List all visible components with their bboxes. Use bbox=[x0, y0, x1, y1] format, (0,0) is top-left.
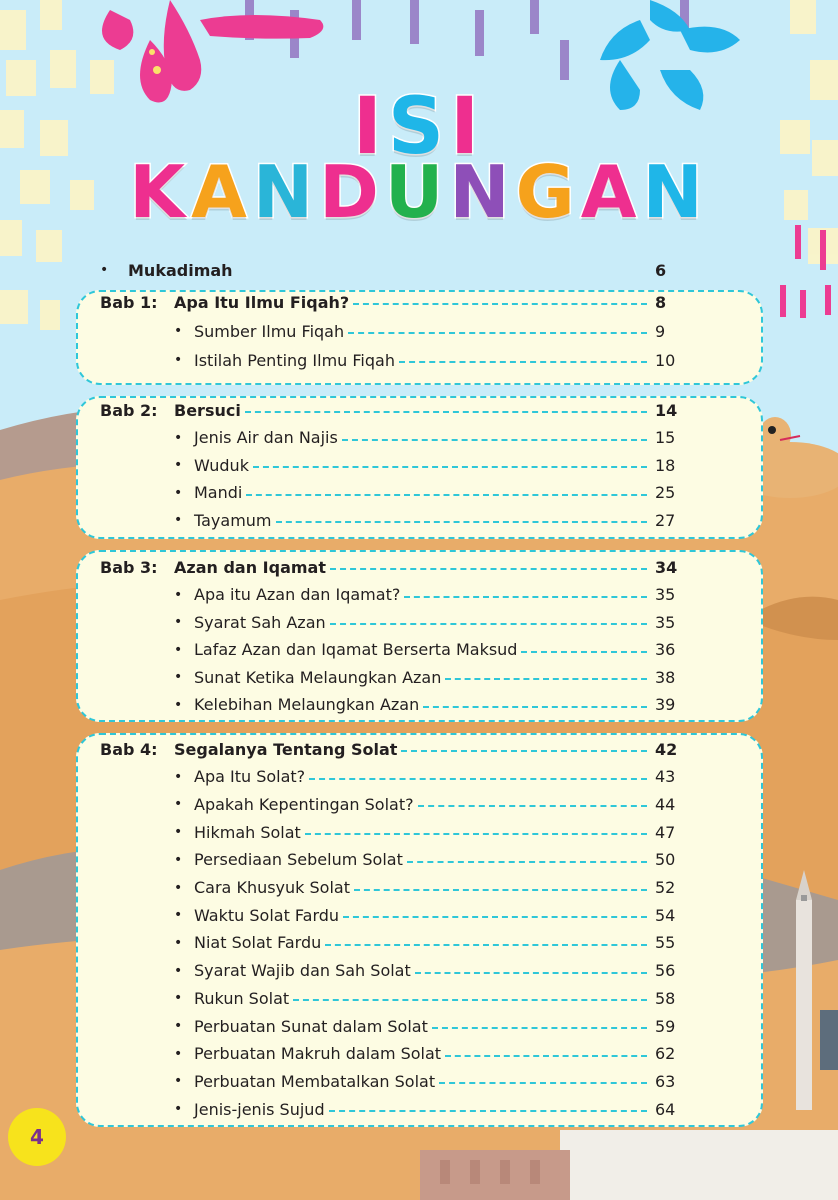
toc-entry-label: Hikmah Solat bbox=[194, 822, 301, 842]
toc-entry[interactable] bbox=[100, 1069, 685, 1093]
bullet-icon: • bbox=[174, 1101, 183, 1118]
bullet-icon: • bbox=[174, 907, 183, 924]
bullet-icon: • bbox=[174, 457, 183, 473]
toc-entry-page: 47 bbox=[655, 822, 676, 842]
toc-entry[interactable] bbox=[100, 665, 685, 689]
toc-entry[interactable] bbox=[100, 453, 685, 477]
bullet-icon: • bbox=[174, 323, 183, 339]
bullet-icon: • bbox=[174, 1045, 183, 1062]
toc-entry-page: 54 bbox=[655, 905, 676, 925]
leader-dashes bbox=[399, 361, 647, 363]
leader-dashes bbox=[253, 466, 647, 468]
toc-mukadimah[interactable] bbox=[100, 258, 685, 282]
toc-entry-page: 55 bbox=[655, 933, 676, 953]
chapter-number: Bab 2: bbox=[100, 400, 158, 420]
leader-dashes bbox=[276, 521, 647, 523]
toc-entry-label: Perbuatan Sunat dalam Solat bbox=[194, 1016, 428, 1036]
toc-entry[interactable] bbox=[100, 959, 685, 983]
leader-dashes bbox=[415, 972, 647, 974]
leader-dashes bbox=[401, 750, 647, 752]
toc-entry-page: 6 bbox=[655, 260, 667, 280]
toc-entry-page: 44 bbox=[655, 794, 676, 814]
toc-entry-label: Tayamum bbox=[194, 510, 272, 530]
bullet-icon: • bbox=[174, 352, 183, 368]
toc-entry-label: Wuduk bbox=[194, 455, 249, 475]
toc-entry[interactable] bbox=[100, 583, 685, 607]
leader-dashes bbox=[343, 916, 647, 918]
leader-dashes bbox=[521, 651, 647, 653]
leader-dashes bbox=[342, 439, 647, 441]
chapter-title: Apa Itu Ilmu Fiqah? bbox=[174, 292, 350, 312]
chapter-number: Bab 3: bbox=[100, 557, 158, 577]
leader-dashes bbox=[330, 568, 647, 570]
chapter-page: 42 bbox=[655, 739, 678, 759]
toc-entry-label: Perbuatan Membatalkan Solat bbox=[194, 1071, 436, 1091]
bullet-icon: • bbox=[174, 586, 183, 603]
toc-entry-label: Istilah Penting Ilmu Fiqah bbox=[194, 350, 395, 370]
toc-entry-page: 18 bbox=[655, 455, 676, 475]
chapter-title: Azan dan Iqamat bbox=[174, 557, 326, 577]
leader-dashes bbox=[309, 778, 647, 780]
toc-entry-page: 35 bbox=[655, 585, 676, 604]
toc-entry-page: 25 bbox=[655, 483, 676, 502]
toc-entry-label: Syarat Sah Azan bbox=[194, 612, 326, 632]
toc-entry[interactable] bbox=[100, 1014, 685, 1038]
toc-entry-label: Kelebihan Melaungkan Azan bbox=[194, 695, 420, 714]
toc-entry[interactable] bbox=[100, 876, 685, 900]
title-line-2 bbox=[0, 150, 838, 234]
toc-entry-label: Waktu Solat Fardu bbox=[194, 905, 340, 925]
toc-entry[interactable] bbox=[100, 610, 685, 634]
toc-chapter-heading[interactable] bbox=[100, 398, 685, 422]
title-letter: S bbox=[387, 82, 451, 172]
toc-entry[interactable] bbox=[100, 481, 685, 505]
chapter-page: 14 bbox=[655, 400, 678, 420]
leader-dashes bbox=[246, 494, 647, 496]
toc-entry-page: 39 bbox=[655, 695, 676, 714]
leader-dashes bbox=[354, 889, 647, 891]
toc-entry[interactable] bbox=[100, 348, 685, 372]
toc-chapter-heading[interactable] bbox=[100, 555, 685, 579]
title-letter: I bbox=[450, 82, 486, 172]
leader-dashes bbox=[439, 1082, 647, 1084]
chapter-number: Bab 1: bbox=[100, 292, 158, 312]
toc-entry-page: 52 bbox=[655, 878, 676, 897]
chapter-title: Segalanya Tentang Solat bbox=[174, 739, 398, 759]
bullet-icon: • bbox=[174, 429, 183, 446]
toc-entry-page: 56 bbox=[655, 961, 676, 981]
leader-dashes bbox=[293, 999, 647, 1001]
leader-dashes bbox=[445, 678, 647, 680]
leader-dashes bbox=[330, 623, 647, 625]
toc-entry-label: Perbuatan Makruh dalam Solat bbox=[194, 1044, 442, 1064]
toc-entry-label: Rukun Solat bbox=[194, 988, 290, 1008]
toc-entry-page: 43 bbox=[655, 767, 676, 787]
bullet-icon: • bbox=[174, 1073, 183, 1090]
leader-dashes bbox=[432, 1027, 647, 1029]
bullet-icon: • bbox=[174, 962, 183, 979]
toc-entry-page: 35 bbox=[655, 612, 676, 632]
toc-entry[interactable] bbox=[100, 319, 685, 343]
bullet-icon: • bbox=[100, 262, 109, 278]
leader-dashes bbox=[305, 833, 647, 835]
bullet-icon: • bbox=[174, 641, 183, 658]
toc-entry[interactable] bbox=[100, 693, 685, 717]
bullet-icon: • bbox=[174, 824, 183, 841]
toc-entry[interactable] bbox=[100, 986, 685, 1010]
toc-entry-label: Niat Solat Fardu bbox=[194, 933, 322, 953]
toc-entry-label: Mukadimah bbox=[128, 260, 233, 280]
bullet-icon: • bbox=[174, 851, 183, 868]
bullet-icon: • bbox=[174, 879, 183, 896]
title-letter: D bbox=[319, 150, 385, 234]
toc-entry-label: Apa itu Azan dan Iqamat? bbox=[194, 585, 401, 604]
bullet-icon: • bbox=[174, 696, 183, 713]
toc-entry-page: 59 bbox=[655, 1016, 676, 1036]
toc-entry[interactable] bbox=[100, 1042, 685, 1066]
bullet-icon: • bbox=[174, 484, 183, 501]
chapter-number: Bab 4: bbox=[100, 739, 158, 759]
bullet-icon: • bbox=[174, 934, 183, 951]
toc-chapter-heading[interactable] bbox=[100, 290, 685, 314]
bullet-icon: • bbox=[174, 669, 183, 685]
bullet-icon: • bbox=[174, 1018, 183, 1034]
toc-entry[interactable] bbox=[100, 903, 685, 927]
toc-entry-label: Apa Itu Solat? bbox=[194, 767, 306, 787]
toc-entry-page: 9 bbox=[655, 321, 666, 341]
leader-dashes bbox=[245, 411, 647, 413]
title-letter: A bbox=[191, 150, 253, 234]
toc-entry[interactable] bbox=[100, 931, 685, 955]
leader-dashes bbox=[353, 303, 647, 305]
title-letter: N bbox=[252, 150, 320, 234]
bullet-icon: • bbox=[174, 796, 183, 813]
toc-entry[interactable] bbox=[100, 820, 685, 844]
toc-entry[interactable] bbox=[100, 1097, 685, 1121]
toc-entry-page: 64 bbox=[655, 1099, 676, 1119]
title-letter: G bbox=[515, 150, 581, 234]
page-number-badge bbox=[8, 1108, 66, 1166]
page-number: 4 bbox=[30, 1125, 44, 1149]
leader-dashes bbox=[407, 861, 647, 863]
chapter-page: 34 bbox=[655, 557, 678, 577]
toc-entry-label: Mandi bbox=[194, 483, 243, 502]
title-letter: K bbox=[129, 150, 192, 234]
toc-entry-label: Persediaan Sebelum Solat bbox=[194, 850, 403, 870]
title-letter: N bbox=[449, 150, 516, 234]
toc-entry-label: Syarat Wajib dan Sah Solat bbox=[194, 961, 411, 981]
title-letter: I bbox=[352, 82, 388, 172]
toc-entry-page: 50 bbox=[655, 850, 676, 870]
leader-dashes bbox=[404, 596, 647, 598]
toc-entry[interactable] bbox=[100, 426, 685, 450]
leader-dashes bbox=[418, 805, 647, 807]
leader-dashes bbox=[348, 332, 647, 334]
title-letter: A bbox=[580, 150, 643, 234]
toc-entry-label: Jenis Air dan Najis bbox=[194, 428, 338, 447]
leader-dashes bbox=[325, 944, 647, 946]
bullet-icon: • bbox=[174, 512, 183, 528]
chapter-page: 8 bbox=[655, 292, 667, 312]
toc-entry[interactable] bbox=[100, 792, 685, 816]
leader-dashes bbox=[423, 706, 647, 708]
toc-entry-label: Lafaz Azan dan Iqamat Berserta Maksud bbox=[194, 640, 518, 659]
toc-entry-page: 36 bbox=[655, 640, 676, 659]
bullet-icon: • bbox=[174, 768, 183, 785]
title-letter: N bbox=[642, 150, 709, 234]
bullet-icon: • bbox=[174, 614, 183, 630]
toc-chapter-heading[interactable] bbox=[100, 737, 685, 761]
bullet-icon: • bbox=[174, 990, 183, 1007]
toc-entry-label: Apakah Kepentingan Solat? bbox=[194, 794, 414, 814]
toc-entry-page: 38 bbox=[655, 667, 676, 687]
toc-entry-page: 10 bbox=[655, 350, 676, 370]
toc-entry-label: Jenis-jenis Sujud bbox=[194, 1099, 325, 1119]
toc-entry[interactable] bbox=[100, 765, 685, 789]
title-letter: U bbox=[384, 150, 450, 234]
leader-dashes bbox=[445, 1055, 647, 1057]
toc-entry-page: 58 bbox=[655, 988, 676, 1008]
toc-entry-page: 15 bbox=[655, 428, 676, 447]
toc-entry-page: 63 bbox=[655, 1071, 676, 1091]
toc-entry-page: 27 bbox=[655, 510, 676, 530]
toc-entry[interactable] bbox=[100, 638, 685, 662]
leader-dashes bbox=[329, 1110, 647, 1112]
toc-entry-label: Sunat Ketika Melaungkan Azan bbox=[194, 667, 442, 687]
chapter-title: Bersuci bbox=[174, 400, 241, 420]
toc-entry-page: 62 bbox=[655, 1044, 676, 1064]
toc-entry[interactable] bbox=[100, 848, 685, 872]
toc-entry[interactable] bbox=[100, 508, 685, 532]
toc-entry-label: Sumber Ilmu Fiqah bbox=[194, 321, 345, 341]
toc-entry-label: Cara Khusyuk Solat bbox=[194, 878, 350, 897]
